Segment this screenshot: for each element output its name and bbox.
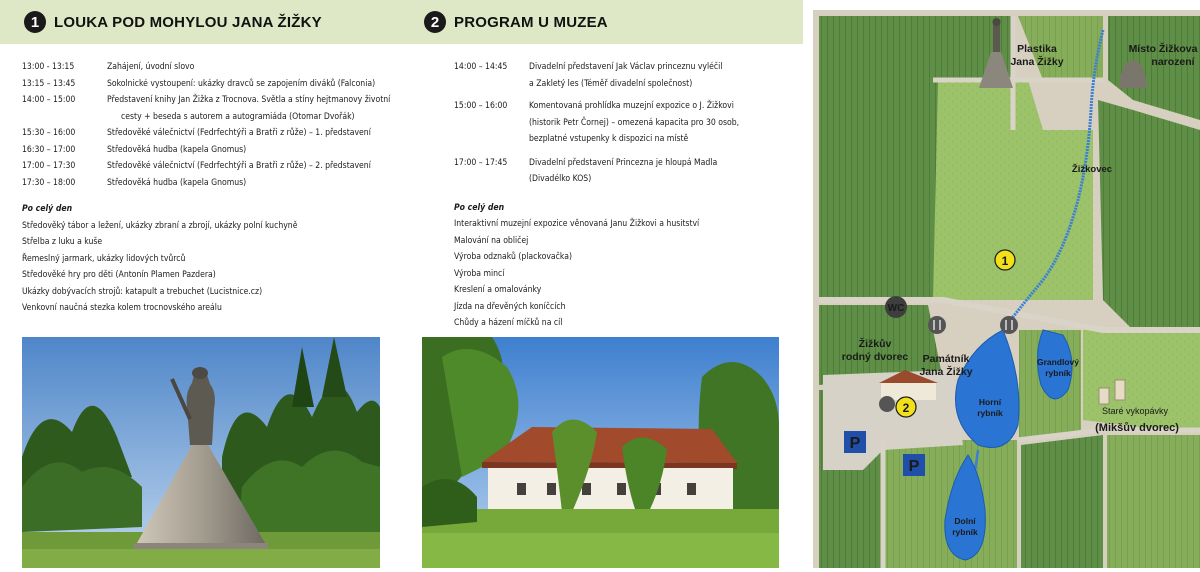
map-label-pamatnik: Památník	[922, 353, 970, 365]
schedule-desc: bezplatné vstupenky k dispozici na místě	[529, 134, 689, 144]
schedule-desc: Komentovaná prohlídka muzejní expozice o J. Žižkovi	[529, 101, 734, 111]
schedule-time: 15:00 – 16:00	[454, 101, 508, 111]
schedule-time: 17:00 – 17:30	[22, 161, 76, 171]
map-label-dolni: rybník	[952, 527, 978, 537]
schedule-row	[454, 98, 784, 148]
section1-title: LOUKA POD MOHYLOU JANA ŽIŽKY	[54, 13, 322, 31]
schedule-row	[22, 59, 392, 76]
map-label-horni: Horní	[978, 397, 1002, 407]
section1-allday-title: Po celý den	[22, 204, 73, 214]
allday-item: Venkovní naučná stezka kolem trocnovského areálu	[22, 303, 222, 313]
restaurant-icon	[1000, 316, 1018, 334]
area-map	[803, 0, 1200, 568]
map-label-grandlovy: rybník	[1045, 368, 1071, 378]
schedule-desc: (historik Petr Čornej) – omezená kapacita pro 30 osob,	[529, 117, 740, 128]
map-label-dolni: Dolní	[954, 516, 976, 526]
map-label-plastika: Plastika	[1017, 43, 1057, 55]
schedule-desc: Sokolnické vystoupení: ukázky dravců se zapojením diváků (Falconia)	[107, 78, 376, 89]
section1-number-badge: 1	[24, 11, 46, 33]
schedule-row	[454, 59, 784, 92]
allday-item: Výroba odznaků (plackovačka)	[454, 252, 572, 262]
parking-label: P	[908, 458, 920, 475]
map-label-stare: Staré vykopávky	[1101, 406, 1169, 416]
map-label-pamatnik: Jana Žižky	[919, 366, 973, 378]
museum-photo-graphic	[422, 337, 779, 568]
schedule-time: 13:15 – 13:45	[22, 78, 76, 89]
statue-photo-graphic	[22, 337, 380, 568]
schedule-time: 14:00 – 15:00	[22, 95, 76, 105]
marker-1-label: 1	[1001, 254, 1009, 268]
section2-number-badge: 2	[424, 11, 446, 33]
section2-schedule	[454, 59, 784, 332]
schedule-row	[22, 175, 392, 192]
schedule-time: 15:30 – 16:00	[22, 128, 76, 138]
schedule-row	[454, 155, 784, 188]
section2-title: PROGRAM U MUZEA	[454, 13, 608, 31]
map-label-dvorec: Žižkův	[858, 338, 892, 350]
schedule-desc: Divadelní představení Princezna je hloupá Madla	[529, 157, 718, 168]
allday-item: Chůdy a házení míčků na cíl	[454, 318, 563, 328]
schedule-time: 13:00 - 13:15	[22, 62, 75, 72]
schedule-desc: Středověké válečnictví (Fedrfechtýři a Bratři z růže) – 1. představení	[107, 128, 371, 138]
museum-photo	[422, 337, 779, 568]
map-label-zizkovec: Žižkovec	[1071, 164, 1113, 175]
schedule-desc: Divadelní představení Jak Václav princeznu vyléčil	[529, 62, 723, 72]
schedule-desc: Středověká hudba (kapela Gnomus)	[107, 177, 247, 188]
map-label-horni: rybník	[977, 408, 1003, 418]
wc-icon-label: WC	[887, 303, 905, 314]
area-map-graphic	[803, 0, 1200, 568]
map-label-plastika: Jana Žižky	[1010, 56, 1064, 68]
restaurant-icon	[928, 316, 946, 334]
restaurant-icon	[879, 396, 895, 412]
schedule-time: 17:00 – 17:45	[454, 157, 508, 168]
map-label-dvorec: rodný dvorec	[841, 351, 909, 363]
schedule-desc: (Divadélko KOS)	[529, 174, 592, 184]
schedule-row	[22, 142, 392, 159]
section2-allday-title: Po celý den	[454, 202, 505, 213]
allday-item: Výroba mincí	[454, 268, 505, 279]
statue-photo	[22, 337, 380, 568]
section1-heading	[24, 10, 322, 34]
allday-item: Kreslení a omalovánky	[454, 285, 542, 295]
allday-item: Malování na obličej	[454, 235, 529, 246]
schedule-row	[22, 76, 392, 93]
schedule-desc-continued: cesty + beseda s autorem a autogramiáda (Otomar Dvořák)	[121, 111, 355, 122]
allday-item: Středověký tábor a ležení, ukázky zbraní a zbrojí, ukázky polní kuchyně	[22, 220, 298, 231]
schedule-desc: Představení knihy Jan Žižka z Trocnova. Světla a stíny hejtmanovy životní	[107, 95, 391, 105]
schedule-desc: Zahájení, úvodní slovo	[107, 62, 195, 72]
map-label-misto: Místo Žižkova	[1128, 43, 1198, 55]
schedule-time: 14:00 – 14:45	[454, 62, 508, 72]
schedule-row	[22, 92, 392, 109]
schedule-row	[22, 125, 392, 142]
schedule-time: 17:30 – 18:00	[22, 177, 76, 188]
allday-item: Jízda na dřevěných koníčcích	[454, 301, 566, 312]
allday-item: Ukázky dobývacích strojů: katapult a trebuchet (Lucistnice.cz)	[22, 286, 263, 297]
parking-label: P	[849, 435, 861, 452]
schedule-desc: a Zakletý les (Téměř divadelní společnost)	[529, 78, 693, 89]
allday-item: Středověké hry pro děti (Antonín Plamen Pazdera)	[22, 270, 216, 280]
map-label-misto: narození	[1151, 56, 1195, 68]
allday-item: Střelba z luku a kuše	[22, 237, 103, 247]
schedule-row	[22, 158, 392, 175]
schedule-desc: Středověká hudba (kapela Gnomus)	[107, 144, 247, 155]
section1-schedule	[22, 59, 392, 317]
section2-heading	[424, 10, 608, 34]
marker-2-label: 2	[902, 401, 910, 415]
map-label-grandlovy: Grandlový	[1036, 357, 1080, 367]
allday-item: Řemeslný jarmark, ukázky lidových tvůrců	[22, 253, 186, 264]
schedule-time: 16:30 – 17:00	[22, 144, 76, 155]
allday-item: Interaktivní muzejní expozice věnovaná Janu Žižkovi a husitství	[454, 219, 700, 229]
map-label-miksuv: (Mikšův dvorec)	[1095, 422, 1179, 434]
schedule-desc: Středověké válečnictví (Fedrfechtýři a Bratři z růže) – 2. představení	[107, 161, 371, 171]
